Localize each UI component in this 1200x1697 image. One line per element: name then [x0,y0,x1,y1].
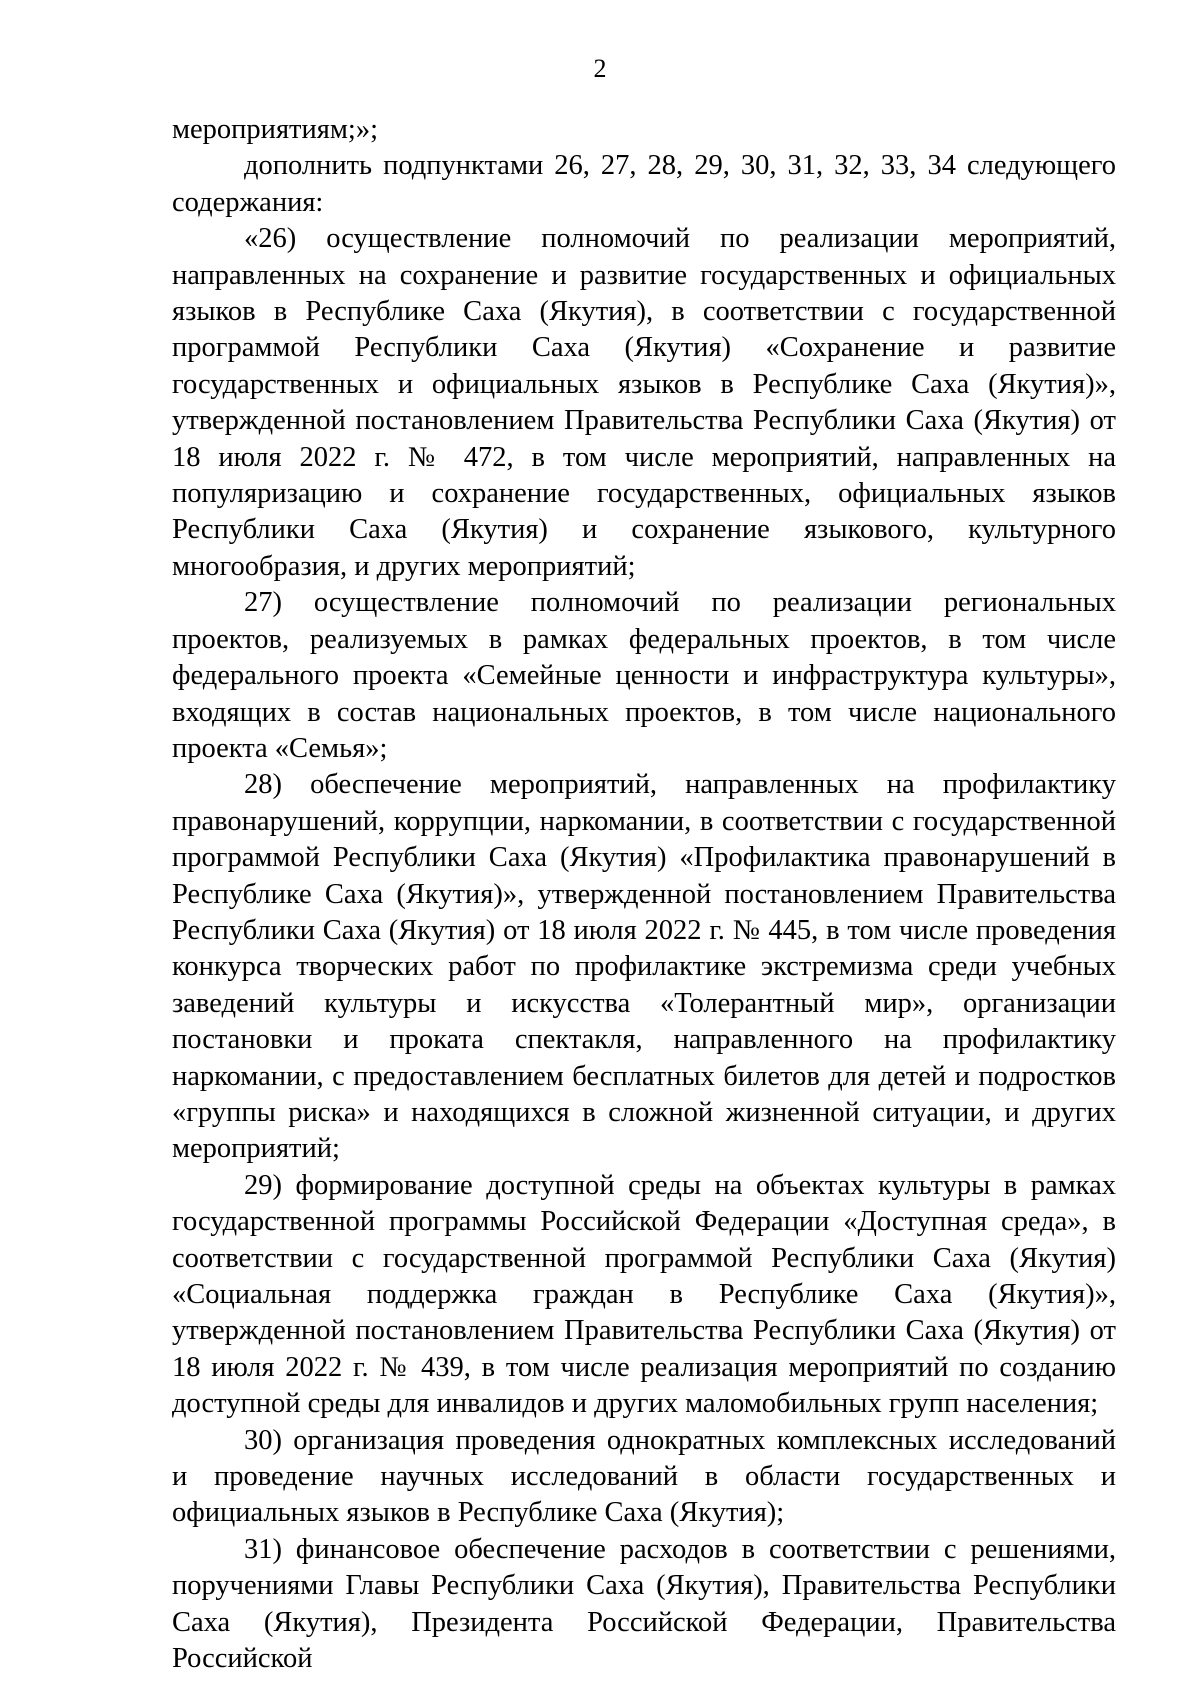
paragraph-item-28: 28) обеспечение мероприятий, направленных на профилактику правонарушений, коррупции, наркомании, в соответствии с государственной программой Республики Саха (Якутия) «Профилактика правонарушений в Республике Саха (Якутия)», утвержденной постановлением Правительства Республики Саха (Якутия) от 18 июля 2022 г. № 445, в том числе проведения конкурса творческих работ по профилактике экстремизма среди учебных заведений культуры и искусства «Толерантный мир», организации постановки и проката спектакля, направленного на профилактику наркомании, с предоставлением бесплатных билетов для детей и подростков «группы риска» и находящихся в сложной жизненной ситуации, и других мероприятий; [172,769,1116,1165]
page-number: 2 [593,54,607,83]
paragraph-item-26: «26) осуществление полномочий по реализации мероприятий, направленных на сохранение и развитие государственных и официальных языков в Республике Саха (Якутия), в соответствии с государственной программой Республики Саха (Якутия) «Сохранение и развитие государственных и официальных языков в Республике Саха (Якутия)», утвержденной постановлением Правительства Республики Саха (Якутия) от 18 июля 2022 г. № 472, в том числе мероприятий, направленных на популяризацию и сохранение государственных, официальных языков Республики Саха (Якутия) и сохранение языкового, культурного многообразия, и других мероприятий; [172,223,1116,582]
document-body [172,112,1116,1677]
paragraph-continuation: мероприятиям;»; [172,114,378,145]
paragraph-item-30: 30) организация проведения однократных комплексных исследований и проведение научных исследований в области государственных и официальных языков в Республике Саха (Якутия); [172,1424,1116,1529]
paragraph-item-27: 27) осуществление полномочий по реализации региональных проектов, реализуемых в рамках федеральных проектов, в том числе федерального проекта «Семейные ценности и инфраструктура культуры», входящих в состав национальных проектов, в том числе национального проекта «Семья»; [172,587,1116,764]
paragraph-amendment-intro: дополнить подпунктами 26, 27, 28, 29, 30, 31, 32, 33, 34 следующего содержания: [172,150,1116,218]
paragraph-item-31: 31) финансовое обеспечение расходов в соответствии с решениями, поручениями Главы Республики Саха (Якутия), Правительства Республики Саха (Якутия), Президента Российской Федерации, Правительства Российской [172,1533,1116,1675]
paragraph-item-29: 29) формирование доступной среды на объектах культуры в рамках государственной программы Российской Федерации «Доступная среда», в соответствии с государственной программой Республики Саха (Якутия) «Социальная поддержка граждан в Республике Саха (Якутия)», утвержденной постановлением Правительства Республики Саха (Якутия) от 18 июля 2022 г. № 439, в том числе реализация мероприятий по созданию доступной среды для инвалидов и других маломобильных групп населения; [172,1169,1116,1420]
